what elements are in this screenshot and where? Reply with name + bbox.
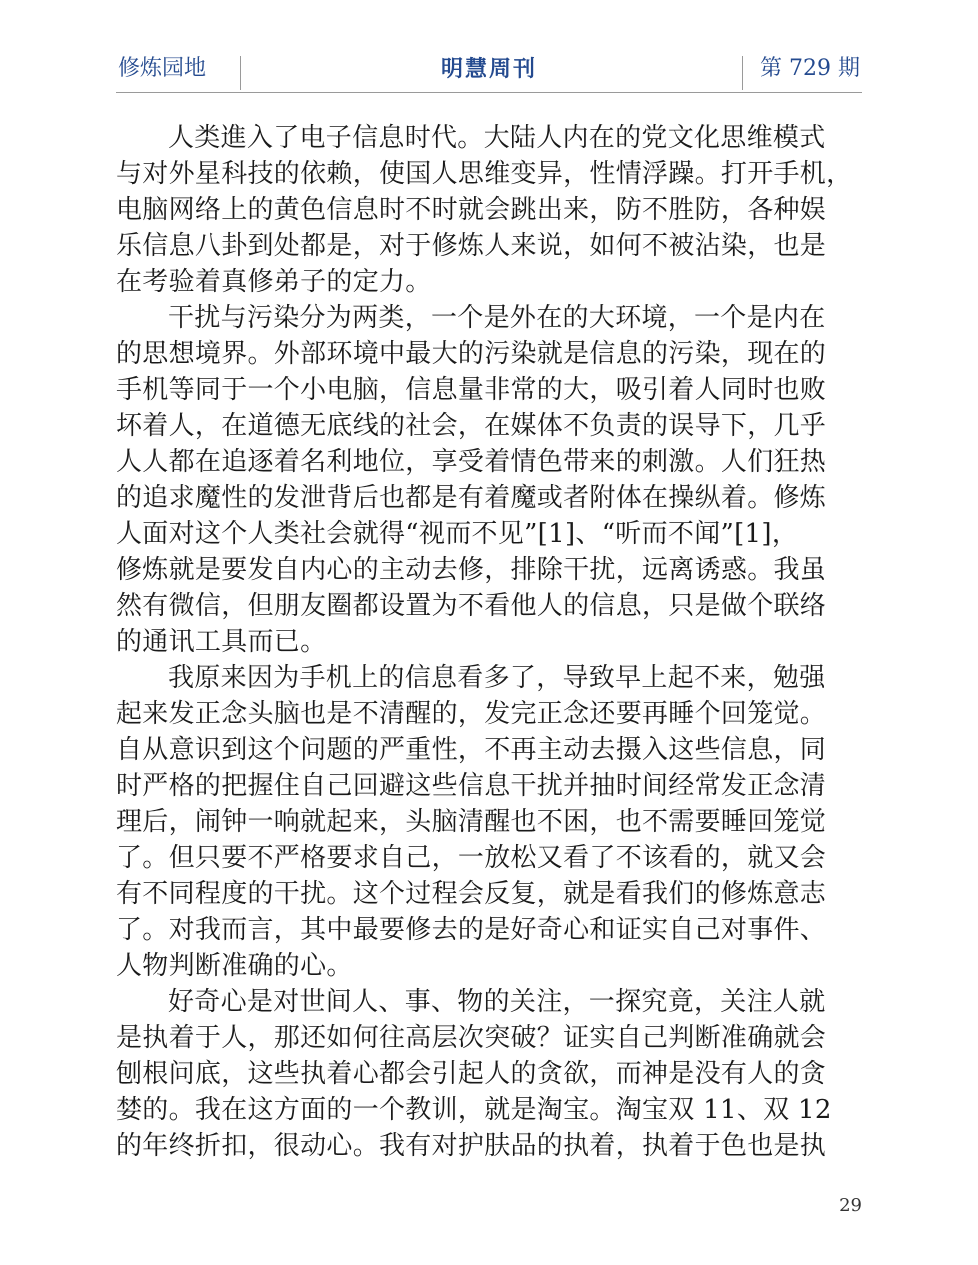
section-title: 修炼园地 [118, 56, 207, 81]
header-divider-right [742, 56, 743, 90]
paragraph-3: 我原来因为手机上的信息看多了，导致早上起不来，勉强 起来发正念头脑也是不清醒的，发完正念还要再睡个回笼觉。 自从意识到这个问题的严重性，不再主动去摄入这些信息，同 时严格的把握住自己回避这些信息干扰并抽时间经常发正念清 理后，闹钟一响就起来，头脑清醒也不困，也不需要睡回笼觉 了。但只要不严格要求自己，一放松又看了不该看的，就又会 有不同程度的干扰。这个过程会反复，就是看我们的修炼意志 了。对我而言，其中最要修去的是好奇心和证实自己对事件、 人物判断准确的心。 [116, 663, 827, 981]
page-header [116, 50, 862, 93]
publication-title: 明慧周刊 [440, 56, 537, 82]
page-number: 29 [839, 1195, 862, 1216]
paragraph-1: 人类進入了电子信息时代。大陆人内在的党文化思维模式 与对外星科技的依赖，使国人思维变异，性情浮躁。打开手机， 电脑网络上的黄色信息时不时就会跳出来，防不胜防，各种娱 乐信息八卦到处都是，对于修炼人来说，如何不被沾染，也是 在考验着真修弟子的定力。 [116, 123, 853, 297]
article-body [116, 120, 862, 1164]
issue-number: 第 729 期 [760, 56, 860, 81]
paragraph-2: 干扰与污染分为两类，一个是外在的大环境，一个是内在 的思想境界。外部环境中最大的污染就是信息的污染，现在的 手机等同于一个小电脑，信息量非常的大，吸引着人同时也败 坏着人，在道德无底线的社会，在媒体不负责的误导下，几乎 人人都在追逐着名利地位，享受着情色带来的刺激。人们狂热 的追求魔性的发泄背后也都是有着魔或者附体在操纵着。修炼 人面对这个人类社会就得“视而不见”[1]、“听而不闻”[1]， 修炼就是要发自内心的主动去修，排除干扰，远离诱惑。我虽 然有微信，但朋友圈都设置为不看他人的信息，只是做个联络 的通讯工具而已。 [116, 303, 827, 657]
paragraph-4: 好奇心是对世间人、事、物的关注，一探究竟，关注人就 是执着于人，那还如何往高层次突破？证实自己判断准确就会 刨根问底，这些执着心都会引起人的贪欲，而神是没有人的贪 婪的。我在这方面的一个教训，就是淘宝。淘宝双 11、双 12 的年终折扣，很动心。我有对护肤品的执着，执着于色也是执 [116, 987, 832, 1161]
